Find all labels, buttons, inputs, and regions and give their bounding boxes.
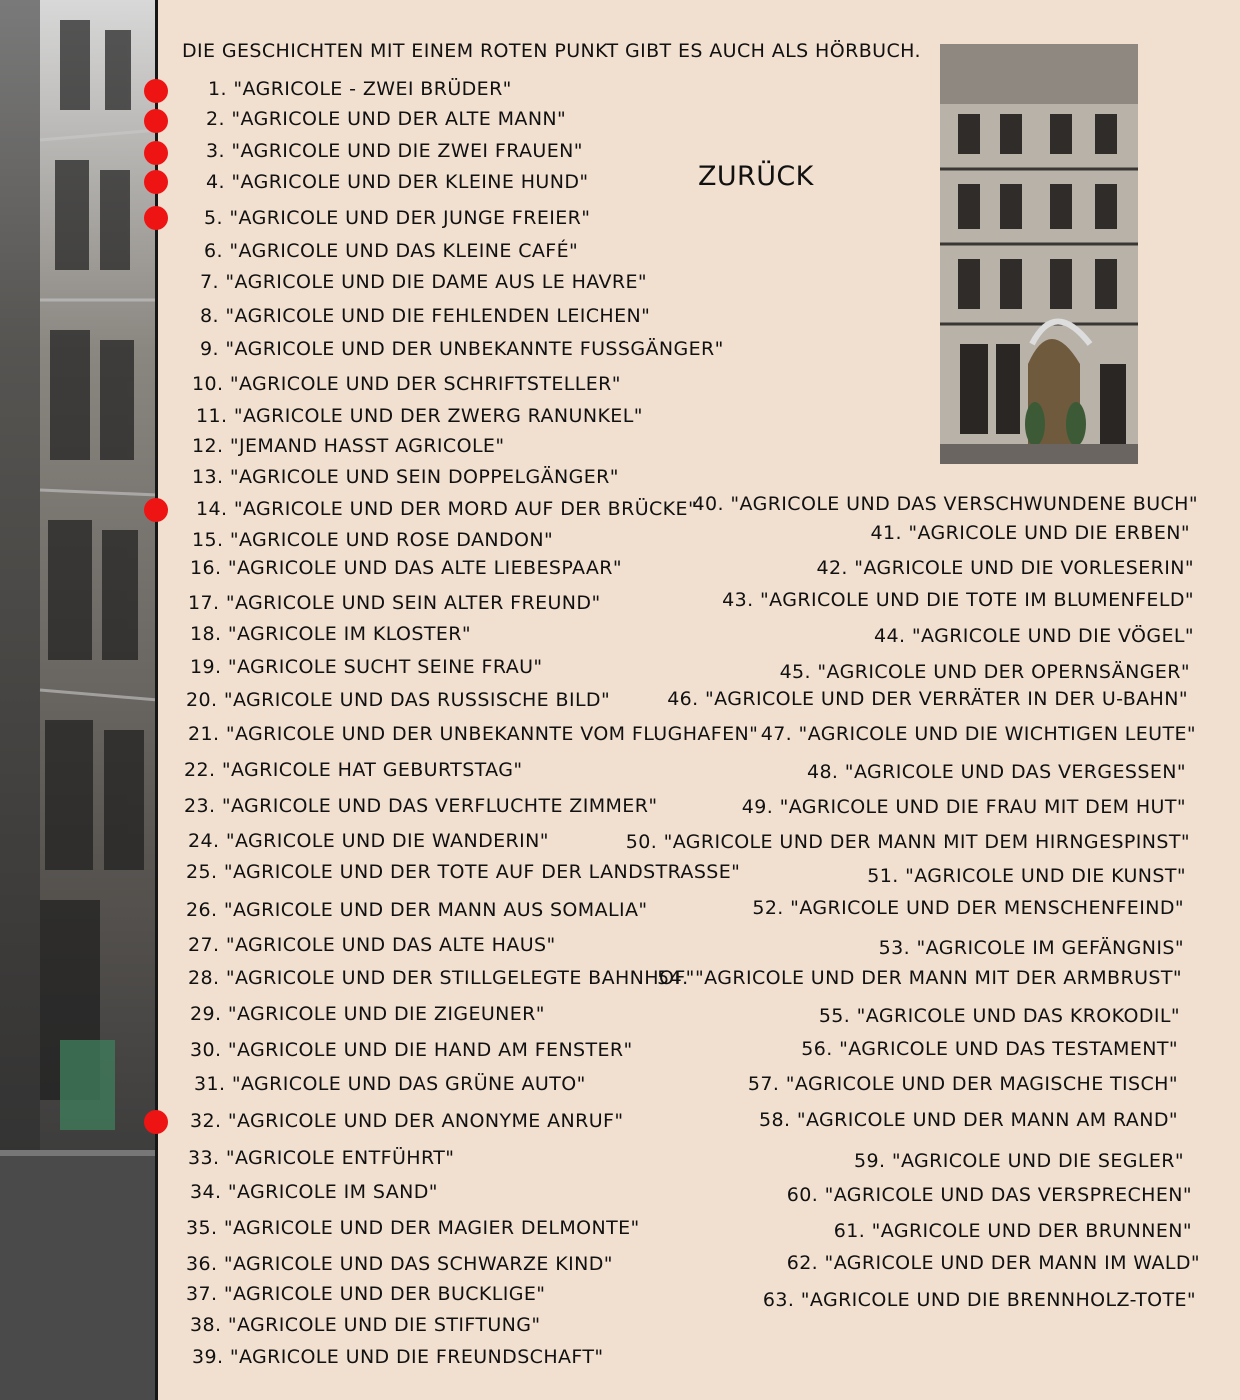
story-link[interactable]: 55. "AGRICOLE UND DAS KROKODIL" [818,1005,1180,1027]
story-link[interactable]: 18. "AGRICOLE IM KLOSTER" [190,623,472,645]
story-link[interactable]: 10. "AGRICOLE UND DER SCHRIFTSTELLER" [192,373,621,395]
red-dot-icon [144,498,168,522]
building-photo [940,44,1138,464]
story-link[interactable]: 62. "AGRICOLE UND DER MANN IM WALD" [786,1252,1200,1274]
red-dot-icon [144,109,168,133]
story-link[interactable]: 15. "AGRICOLE UND ROSE DANDON" [192,529,554,551]
story-link[interactable]: 49. "AGRICOLE UND DIE FRAU MIT DEM HUT" [741,796,1186,818]
story-link[interactable]: 11. "AGRICOLE UND DER ZWERG RANUNKEL" [196,405,643,427]
story-link[interactable]: 34. "AGRICOLE IM SAND" [190,1181,438,1203]
story-link[interactable]: 27. "AGRICOLE UND DAS ALTE HAUS" [188,934,556,956]
story-link[interactable]: 1. "AGRICOLE - ZWEI BRÜDER" [208,78,512,100]
story-link[interactable]: 39. "AGRICOLE UND DIE FREUNDSCHAFT" [192,1346,604,1368]
story-link[interactable]: 47. "AGRICOLE UND DIE WICHTIGEN LEUTE" [760,723,1196,745]
story-link[interactable]: 61. "AGRICOLE UND DER BRUNNEN" [833,1220,1192,1242]
story-link[interactable]: 46. "AGRICOLE UND DER VERRÄTER IN DER U-BAHN" [667,688,1188,710]
story-link[interactable]: 22. "AGRICOLE HAT GEBURTSTAG" [184,759,523,781]
story-link[interactable]: 32. "AGRICOLE UND DER ANONYME ANRUF" [190,1110,624,1132]
story-link[interactable]: 37. "AGRICOLE UND DER BUCKLIGE" [186,1283,546,1305]
story-link[interactable]: 30. "AGRICOLE UND DIE HAND AM FENSTER" [190,1039,633,1061]
story-link[interactable]: 48. "AGRICOLE UND DAS VERGESSEN" [806,761,1186,783]
story-link[interactable]: 21. "AGRICOLE UND DER UNBEKANNTE VOM FLUGHAFEN" [188,723,759,745]
story-link[interactable]: 14. "AGRICOLE UND DER MORD AUF DER BRÜCKE" [196,498,698,520]
red-dot-icon [144,141,168,165]
story-link[interactable]: 52. "AGRICOLE UND DER MENSCHENFEIND" [752,897,1184,919]
story-link[interactable]: 43. "AGRICOLE UND DIE TOTE IM BLUMENFELD" [722,589,1194,611]
red-dot-icon [144,206,168,230]
story-link[interactable]: 16. "AGRICOLE UND DAS ALTE LIEBESPAAR" [190,557,623,579]
red-dot-icon [144,79,168,103]
story-link[interactable]: 36. "AGRICOLE UND DAS SCHWARZE KIND" [186,1253,613,1275]
story-link[interactable]: 28. "AGRICOLE UND DER STILLGELEGTE BAHNHOF" [188,967,695,989]
story-link[interactable]: 35. "AGRICOLE UND DER MAGIER DELMONTE" [186,1217,640,1239]
story-link[interactable]: 13. "AGRICOLE UND SEIN DOPPELGÄNGER" [192,466,619,488]
story-link[interactable]: 58. "AGRICOLE UND DER MANN AM RAND" [758,1109,1178,1131]
story-link[interactable]: 25. "AGRICOLE UND DER TOTE AUF DER LANDSTRASSE" [186,861,741,883]
story-link[interactable]: 45. "AGRICOLE UND DER OPERNSÄNGER" [779,661,1190,683]
intro-text: DIE GESCHICHTEN MIT EINEM ROTEN PUNKT GIBT ES AUCH ALS HÖRBUCH. [182,40,921,62]
story-link[interactable]: 29. "AGRICOLE UND DIE ZIGEUNER" [190,1003,545,1025]
story-link[interactable]: 31. "AGRICOLE UND DAS GRÜNE AUTO" [194,1073,586,1095]
story-link[interactable]: 6. "AGRICOLE UND DAS KLEINE CAFÉ" [204,240,579,262]
story-link[interactable]: 51. "AGRICOLE UND DIE KUNST" [867,865,1186,887]
story-link[interactable]: 40. "AGRICOLE UND DAS VERSCHWUNDENE BUCH" [692,493,1198,515]
story-link[interactable]: 5. "AGRICOLE UND DER JUNGE FREIER" [204,207,591,229]
story-link[interactable]: 23. "AGRICOLE UND DAS VERFLUCHTE ZIMMER" [184,795,658,817]
story-link[interactable]: 12. "JEMAND HASST AGRICOLE" [192,435,505,457]
story-link[interactable]: 44. "AGRICOLE UND DIE VÖGEL" [874,625,1194,647]
story-link[interactable]: 7. "AGRICOLE UND DIE DAME AUS LE HAVRE" [200,271,647,293]
story-link[interactable]: 60. "AGRICOLE UND DAS VERSPRECHEN" [786,1184,1192,1206]
story-link[interactable]: 19. "AGRICOLE SUCHT SEINE FRAU" [190,656,543,678]
back-link[interactable]: ZURÜCK [698,161,814,192]
story-link[interactable]: 33. "AGRICOLE ENTFÜHRT" [188,1147,455,1169]
story-link[interactable]: 4. "AGRICOLE UND DER KLEINE HUND" [206,171,589,193]
red-dot-icon [144,1110,168,1134]
red-dot-icon [144,170,168,194]
story-link[interactable]: 50. "AGRICOLE UND DER MANN MIT DEM HIRNGESPINST" [625,831,1190,853]
story-link[interactable]: 9. "AGRICOLE UND DER UNBEKANNTE FUSSGÄNGER" [200,338,724,360]
story-link[interactable]: 26. "AGRICOLE UND DER MANN AUS SOMALIA" [186,899,648,921]
story-link[interactable]: 17. "AGRICOLE UND SEIN ALTER FREUND" [188,592,601,614]
story-link[interactable]: 42. "AGRICOLE UND DIE VORLESERIN" [816,557,1194,579]
story-link[interactable]: 53. "AGRICOLE IM GEFÄNGNIS" [878,937,1184,959]
story-link[interactable]: 24. "AGRICOLE UND DIE WANDERIN" [188,830,549,852]
story-link[interactable]: 59. "AGRICOLE UND DIE SEGLER" [853,1150,1184,1172]
left-street-image [0,0,158,1400]
story-link[interactable]: 56. "AGRICOLE UND DAS TESTAMENT" [801,1038,1178,1060]
story-link[interactable]: 57. "AGRICOLE UND DER MAGISCHE TISCH" [747,1073,1178,1095]
story-link[interactable]: 8. "AGRICOLE UND DIE FEHLENDEN LEICHEN" [200,305,651,327]
story-link[interactable]: 63. "AGRICOLE UND DIE BRENNHOLZ-TOTE" [762,1289,1196,1311]
story-link[interactable]: 54. "AGRICOLE UND DER MANN MIT DER ARMBRUST" [657,967,1182,989]
story-link[interactable]: 41. "AGRICOLE UND DIE ERBEN" [870,522,1190,544]
story-link[interactable]: 3. "AGRICOLE UND DIE ZWEI FRAUEN" [206,140,583,162]
story-link[interactable]: 2. "AGRICOLE UND DER ALTE MANN" [206,108,567,130]
story-link[interactable]: 38. "AGRICOLE UND DIE STIFTUNG" [190,1314,541,1336]
story-link[interactable]: 20. "AGRICOLE UND DAS RUSSISCHE BILD" [186,689,611,711]
